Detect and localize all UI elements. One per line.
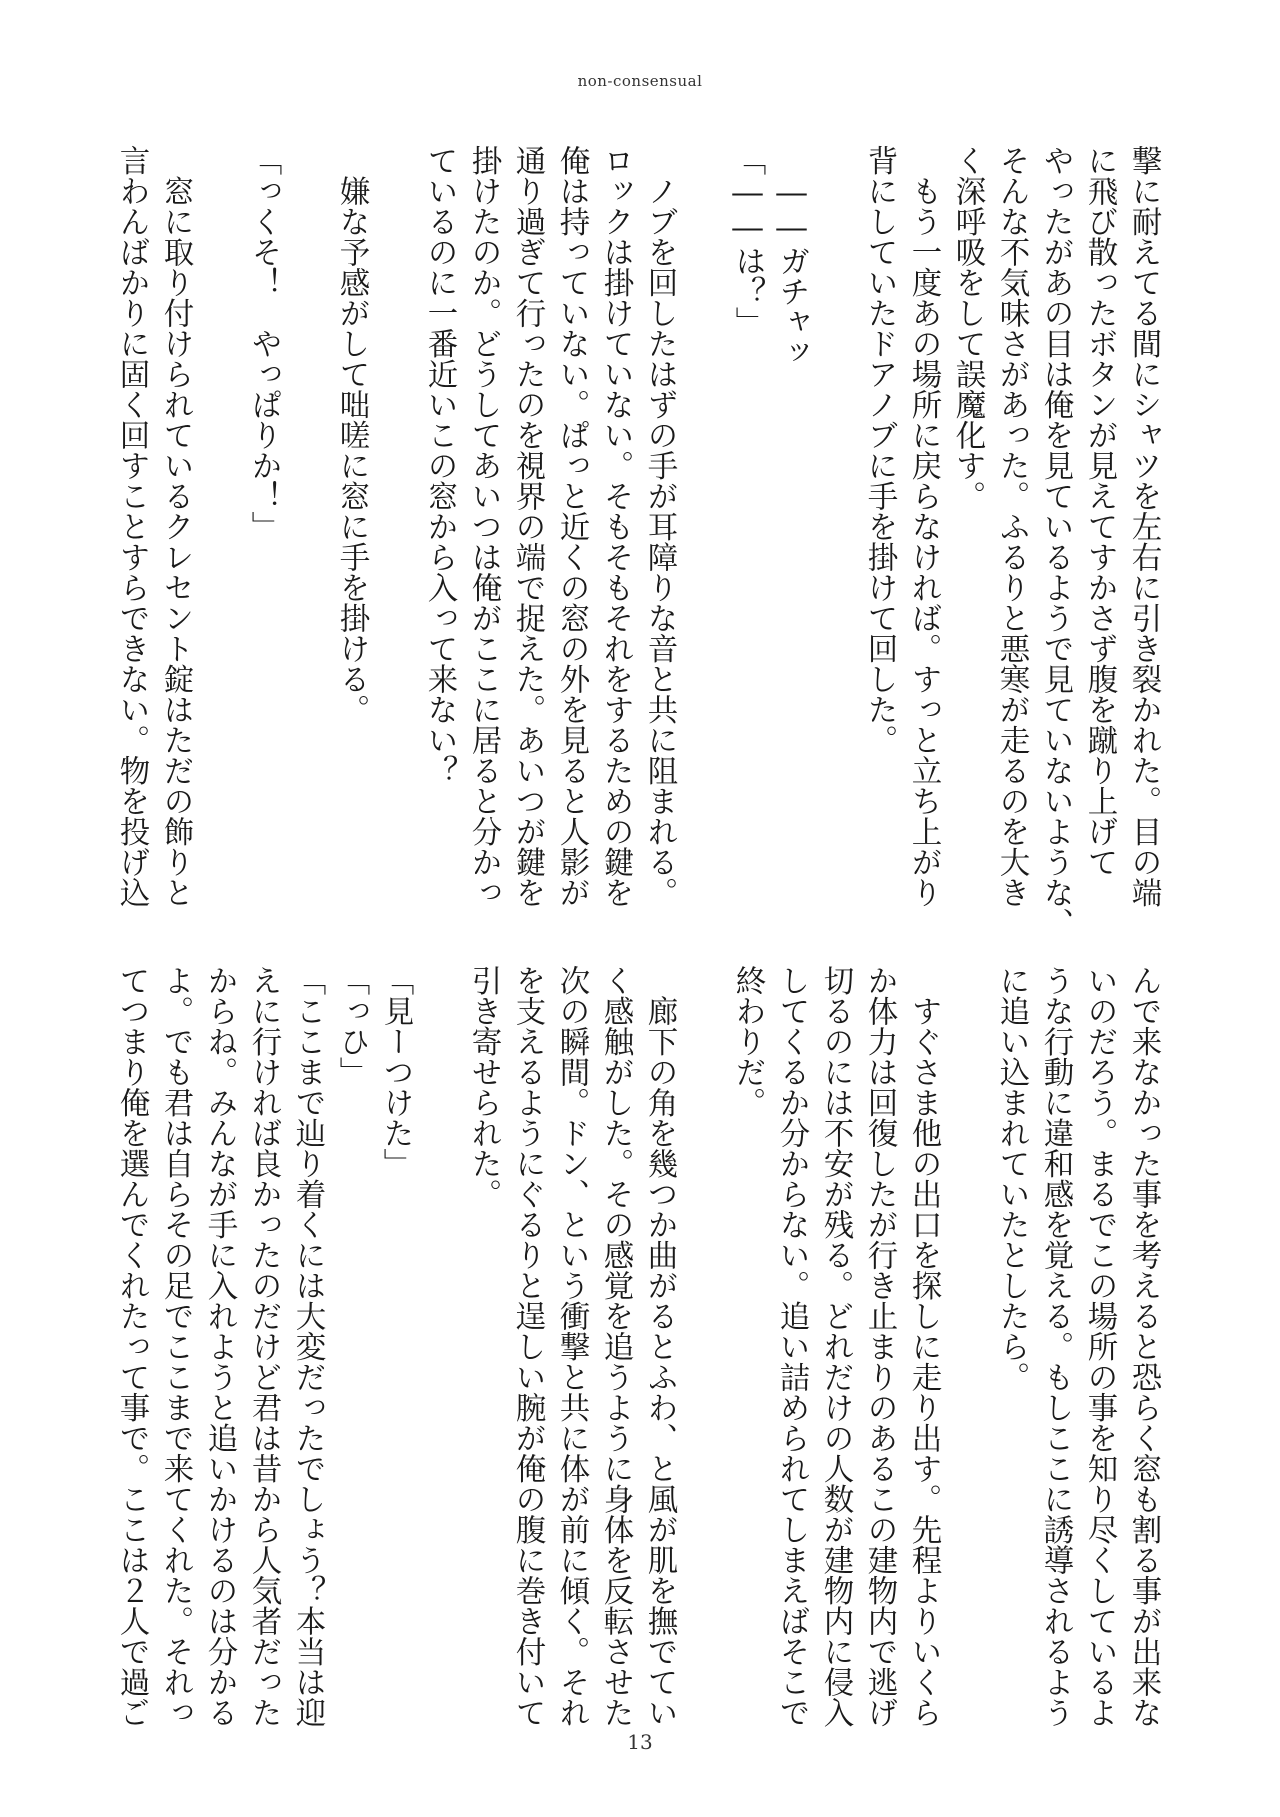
text-line: からね。みんなが手に入れようと追いかけるのは分かる <box>202 965 237 1728</box>
text-line: 引き寄せられた。 <box>466 965 501 1209</box>
text-line: 「ここまで辿り着くには大変だったでしょう？本当は迎 <box>290 965 325 1728</box>
text-line: 「っひ」 <box>334 965 369 1087</box>
text-line: に飛び散ったボタンが見えてすかさず腹を蹴り上げて <box>1082 145 1117 877</box>
text-line: んで来なかった事を考えると恐らく窓も割る事が出来な <box>1126 965 1161 1728</box>
text-line: えに行ければ良かったのだけど君は昔から人気者だった <box>246 965 281 1728</box>
text-line: よ。でも君は自らその足でここまで来てくれた。それっ <box>158 965 193 1728</box>
text-line: 撃に耐えてる間にシャツを左右に引き裂かれた。目の端 <box>1126 145 1161 908</box>
text-line <box>681 145 725 895</box>
text-line: 切るのには不安が残る。どれだけの人数が建物内に侵入 <box>818 965 853 1728</box>
text-line: やったがあの目は俺を見ているようで見ていないような、 <box>1038 145 1073 938</box>
text-line: そんな不気味さがあった。ふるりと悪寒が走るのを大き <box>994 145 1029 908</box>
text-line: 「っくそ！ やっぱりか！」 <box>246 145 281 542</box>
text-line: 言わんばかりに固く回すことすらできない。物を投げ込 <box>114 145 149 908</box>
text-line <box>681 965 725 1685</box>
text-line <box>285 145 329 895</box>
text-line: ているのに一番近いこの窓から入って来ない？ <box>422 145 457 786</box>
text-line: ――ガチャッ <box>774 145 809 368</box>
page-number: 13 <box>627 1730 653 1754</box>
text-line: 掛けたのか。どうしてあいつは俺がここに居ると分かっ <box>466 145 501 908</box>
text-line: く深呼吸をして誤魔化す。 <box>950 145 985 511</box>
text-line: を支えるようにぐるりと逞しい腕が俺の腹に巻き付いて <box>510 965 545 1728</box>
text-line: もう一度あの場所に戻らなければ。すっと立ち上がり <box>906 145 941 908</box>
text-line: か体力は回復したが行き止まりのあるこの建物内で逃げ <box>862 965 897 1728</box>
text-line: 窓に取り付けられているクレセント錠はただの飾りと <box>158 145 193 908</box>
text-line <box>197 145 241 895</box>
text-line: く感触がした。その感覚を追うように身体を反転させた <box>598 965 633 1728</box>
text-line: ノブを回したはずの手が耳障りな音と共に阻まれる。 <box>642 145 677 908</box>
text-line: いのだろう。まるでこの場所の事を知り尽くしているよ <box>1082 965 1117 1728</box>
text-line: 「――は？」 <box>730 145 765 337</box>
text-line: 次の瞬間。ドン、という衝撃と共に体が前に傾く。それ <box>554 965 589 1728</box>
text-line: 「見ーつけた」 <box>378 965 413 1179</box>
text-line: 嫌な予感がして咄嗟に窓に手を掛ける。 <box>334 145 369 725</box>
text-line <box>373 145 417 895</box>
text-line: 背にしていたドアノブに手を掛けて回した。 <box>862 145 897 755</box>
text-line: に追い込まれていたとしたら。 <box>994 965 1029 1392</box>
running-header: non-consensual <box>577 72 703 90</box>
text-line <box>813 145 857 895</box>
text-line: 廊下の角を幾つか曲がるとふわ、と風が肌を撫でてい <box>642 965 677 1728</box>
text-line: してくるか分からない。追い詰められてしまえばそこで <box>774 965 809 1728</box>
text-line: 通り過ぎて行ったのを視界の端で捉えた。あいつが鍵を <box>510 145 545 908</box>
text-line <box>417 965 461 1685</box>
lower-text-block <box>114 965 1165 1728</box>
text-line <box>945 965 989 1685</box>
text-line: 終わりだ。 <box>730 965 765 1118</box>
text-line: ロックは掛けていない。そもそもそれをするための鍵を <box>598 145 633 908</box>
text-line: 俺は持っていない。ぱっと近くの窓の外を見ると人影が <box>554 145 589 908</box>
text-line: てつまり俺を選んでくれたって事で。ここは２人で過ご <box>114 965 149 1728</box>
text-line: うな行動に違和感を覚える。もしここに誘導されるよう <box>1038 965 1073 1728</box>
text-line: すぐさま他の出口を探しに走り出す。先程よりいくら <box>906 965 941 1728</box>
upper-text-block <box>114 145 1165 938</box>
